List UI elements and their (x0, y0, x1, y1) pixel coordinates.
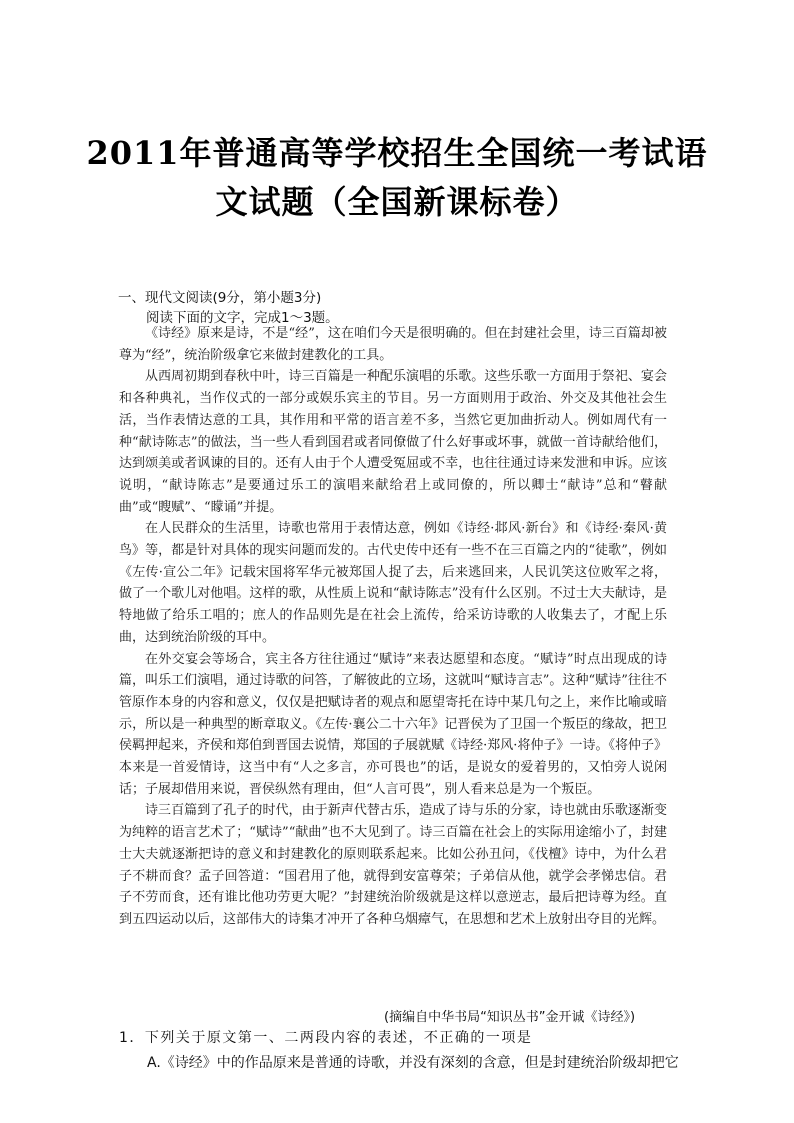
exam-title-line1: 2011年普通高等学校招生全国统一考试语 (86, 134, 708, 172)
question-1-option-a: A.《诗经》中的作品原来是普通的诗歌，并没有深刻的含意，但是封建统治阶级却把它 (147, 1055, 679, 1071)
passage-paragraph-3: 在人民群众的生活里，诗歌也常用于表情达意，例如《诗经·邶风·新台》和《诗经·秦风·黄鸟》等，都是针对具体的现实问题而发的。古代史传中还有一些不在三百篇之内的“徒歌”，例如《左传·宣公二年》记载宋国将军华元被郑国人捉了去，后来逃回来，人民讥笑这位败军之将，做了一个歌儿对他唱。这样的歌，从性质上说和“献诗陈志”没有什么区别。不过士大夫献诗，是特地做了给乐工唱的；庶人的作品则先是在社会上流传，给采访诗歌的人收集去了，才配上乐曲，达到统治阶级的耳中。 (119, 521, 667, 645)
passage-paragraph-2: 从西周初期到春秋中叶，诗三百篇是一种配乐演唱的乐歌。这些乐歌一方面用于祭祀、宴会和各种典礼，当作仪式的一部分或娱乐宾主的节目。另一方面则用于政治、外交及其他社会生活，当作表情达意的工具，其作用和平常的语言差不多，当然它更加曲折动人。例如周代有一种“献诗陈志”的做法，当一些人看到国君或者同僚做了什么好事或坏事，就做一首诗献给他们，达到颂美或者讽谏的目的。还有人由于个人遭受冤屈或不幸，也往往通过诗来发泄和申诉。应该说明，“献诗陈志”是要通过乐工的演唱来献给君上或同僚的，所以卿士“献诗”总和“瞽献曲”或“瞍赋”、“矇诵”并提。 (119, 369, 667, 515)
exam-title-line2: 文试题（全国新课标卷） (215, 183, 579, 221)
passage-paragraph-5: 诗三百篇到了孔子的时代，由于新声代替古乐，造成了诗与乐的分家，诗也就由乐歌逐渐变为纯粹的语言艺术了；“赋诗”“献曲”也不大见到了。诗三百篇在社会上的实际用途缩小了，封建士大夫就逐渐把诗的意义和封建教化的原则联系起来。比如公孙丑问，《伐檀》诗中，为什么君子不耕而食？孟子回答道：“国君用了他，就得到安富尊荣；子弟信从他，就学会孝悌忠信。君子不劳而食，还有谁比他功劳更大呢？”封建统治阶级就是这样以意逆志，最后把诗尊为经。直到五四运动以后，这部伟大的诗集才冲开了各种乌烟瘴气，在思想和艺术上放射出夺目的光辉。 (119, 803, 667, 927)
passage-paragraph-4: 在外交宴会等场合，宾主各方往往通过“赋诗”来表达愿望和态度。“赋诗”时点出现成的诗篇，叫乐工们演唱，通过诗歌的问答，了解彼此的立场，这就叫“赋诗言志”。这种“赋诗”往往不管原作本身的内容和意义，仅仅是把赋诗者的观点和愿望寄托在诗中某几句之上，来作比喻或暗示，所以是一种典型的断章取义。《左传·襄公二十六年》记晋侯为了卫国一个叛臣的缘故，把卫侯羁押起来，齐侯和郑伯到晋国去说情，郑国的子展就赋《诗经·郑风·将仲子》一诗。《将仲子》本来是一首爱情诗，这当中有“人之多言，亦可畏也”的话，是说女的爱着男的，又怕旁人说闲话；子展却借用来说，晋侯纵然有理由，但“人言可畏”，别人看来总是为一个叛臣。 (119, 651, 667, 797)
question-1: 1．下列关于原文第一、二两段内容的表述，不正确的一项是 (119, 1030, 533, 1046)
section-heading: 一、现代文阅读(9分，第小题3分) (118, 290, 322, 306)
passage-source: (摘编自中华书局“知识丛书”金开诚《诗经》) (384, 1010, 636, 1025)
passage-paragraph-1: 《诗经》原来是诗，不是“经”，这在咱们今天是很明确的。但在封建社会里，诗三百篇却被尊为“经”，统治阶级拿它来做封建教化的工具。 (119, 326, 667, 363)
reading-instruction: 阅读下面的文字，完成1～3题。 (146, 310, 339, 326)
reading-passage (119, 323, 667, 931)
